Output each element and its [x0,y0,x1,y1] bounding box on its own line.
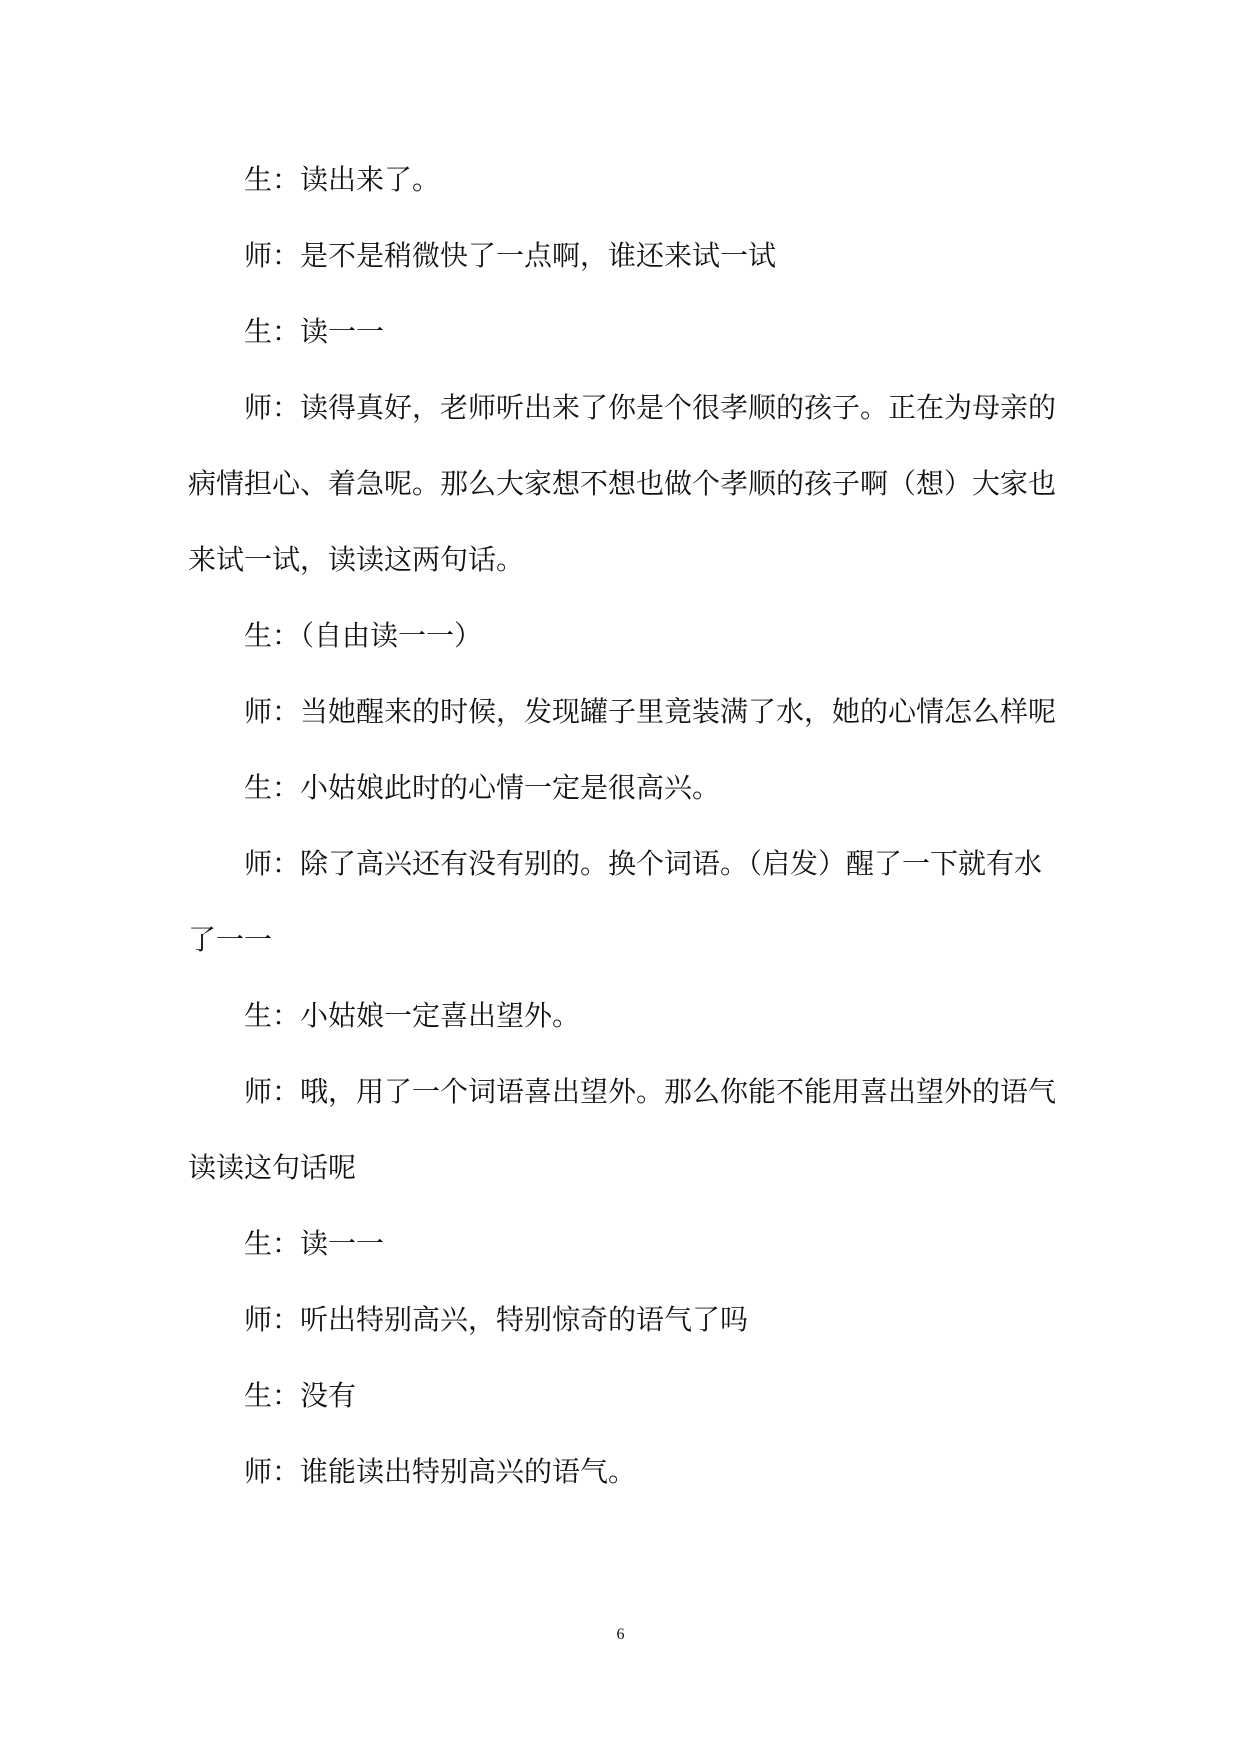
paragraph-teacher-2: 师：读得真好，老师听出来了你是个很孝顺的孩子。正在为母亲的病情担心、着急呢。那么大家想不想也做个孝顺的孩子啊（想）大家也来试一试，读读这两句话。 [188,391,1057,576]
paragraph-student-6: 生：读一一 [244,1227,385,1260]
page-number: 6 [616,1626,625,1643]
paragraph-student-4: 生：小姑娘此时的心情一定是很高兴。 [244,771,721,804]
paragraph-teacher-4: 师：除了高兴还有没有别的。换个词语。（启发）醒了一下就有水了一一 [188,847,1043,956]
paragraph-teacher-3: 师：当她醒来的时候，发现罐子里竟装满了水，她的心情怎么样呢 [244,695,1057,728]
paragraph-student-2: 生：读一一 [244,315,385,348]
body-text [188,142,1058,1510]
paragraph-student-3: 生：（自由读一一） [244,619,483,652]
paragraph-student-7: 生：没有 [244,1379,357,1412]
paragraph-teacher-5: 师：哦，用了一个词语喜出望外。那么你能不能用喜出望外的语气读读这句话呢 [188,1075,1057,1184]
paragraph-student-1: 生：读出来了。 [244,163,441,196]
paragraph-teacher-6: 师：听出特别高兴，特别惊奇的语气了吗 [244,1303,749,1336]
paragraph-student-5: 生：小姑娘一定喜出望外。 [244,999,581,1032]
paragraph-teacher-1: 师：是不是稍微快了一点啊，谁还来试一试 [244,239,777,272]
paragraph-teacher-7: 师：谁能读出特别高兴的语气。 [244,1455,637,1488]
